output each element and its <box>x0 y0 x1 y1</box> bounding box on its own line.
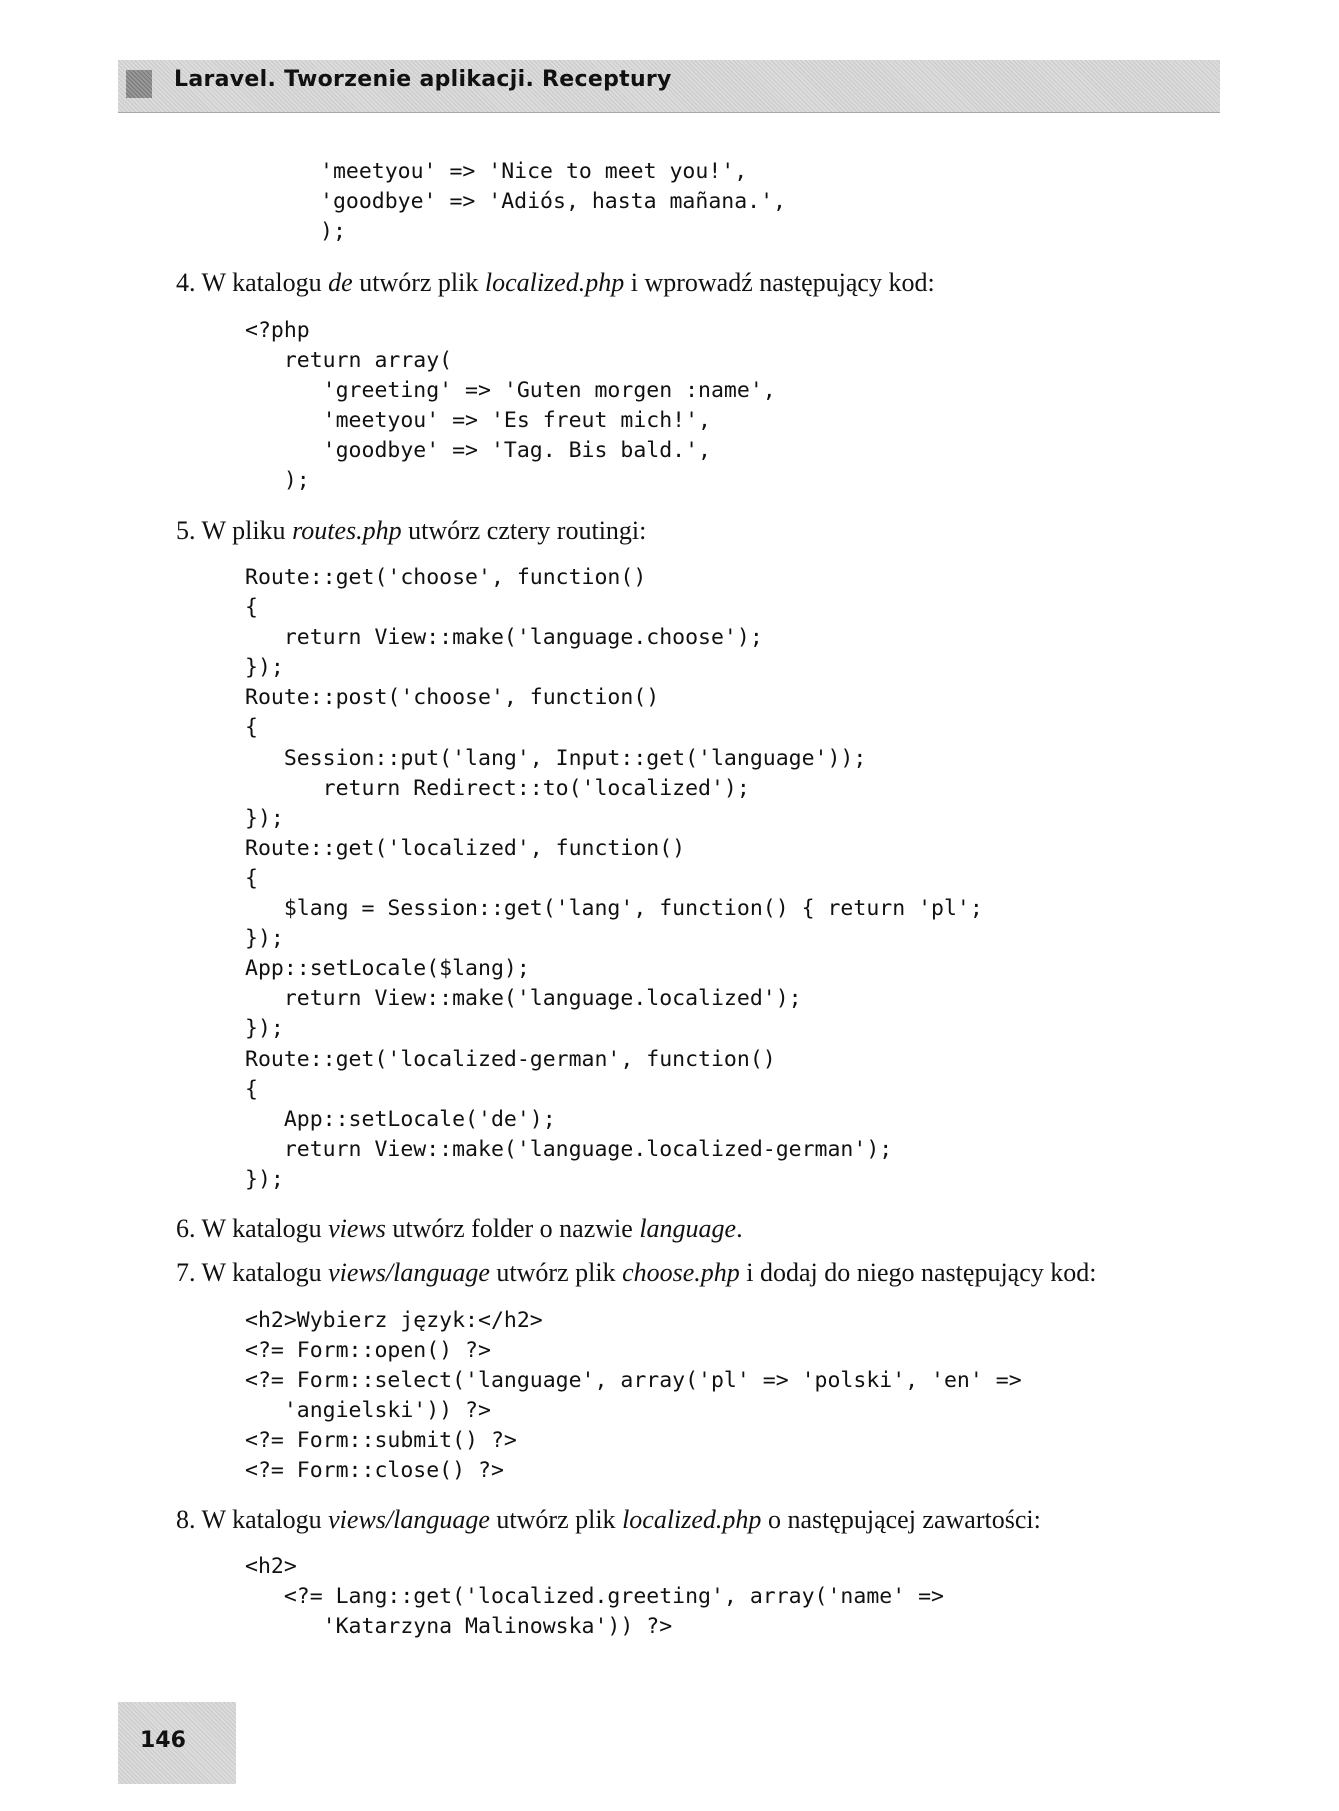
step-5-text-post: utwórz cztery routingi: <box>401 516 647 545</box>
step-4-text-pre: W katalogu <box>201 268 329 297</box>
step-6 <box>176 1214 743 1244</box>
step-8-text-pre: W katalogu <box>201 1505 329 1534</box>
step-7 <box>176 1258 1096 1288</box>
step-7-em-file: choose.php <box>622 1258 740 1287</box>
step-4-em-file: localized.php <box>484 268 625 297</box>
page-number: 146 <box>140 1728 186 1753</box>
header-marker <box>126 70 152 98</box>
step-6-text-post: . <box>736 1214 743 1243</box>
running-header <box>118 60 1220 113</box>
step-4-number: 4. <box>176 268 196 297</box>
page-number-box <box>118 1702 236 1784</box>
step-5-number: 5. <box>176 516 196 545</box>
step-4 <box>176 268 935 298</box>
step-4-em-dir: de <box>328 268 353 297</box>
step-4-text-mid: utwórz plik <box>352 268 485 297</box>
step-7-text-post: i dodaj do niego następujący kod: <box>739 1258 1097 1287</box>
step-6-number: 6. <box>176 1214 196 1243</box>
step-8-number: 8. <box>176 1505 196 1534</box>
step-5 <box>176 516 646 546</box>
step-5-text-pre: W pliku <box>201 516 293 545</box>
step-5-em-file: routes.php <box>292 516 402 545</box>
header-title: Laravel. Tworzenie aplikacji. Receptury <box>174 67 672 92</box>
step-8 <box>176 1505 1041 1535</box>
step-8-text-mid: utwórz plik <box>489 1505 623 1534</box>
step-8-em-dir: views/language <box>328 1505 490 1534</box>
step-6-text-mid: utwórz folder o nazwie <box>385 1214 640 1243</box>
code-block-choose: <h2>Wybierz język:</h2> <?= Form::open() ?> <?= Form::select('language', array('pl' => 'polski', 'en' => 'angielski')) ?> <?= Form::submit() ?> <?= Form::close() ?> <box>245 1308 1022 1484</box>
step-8-text-post: o następującej zawartości: <box>761 1505 1041 1534</box>
code-block-localized-view: <h2> <?= Lang::get('localized.greeting', array('name' => 'Katarzyna Malinowska')) ?> <box>245 1554 944 1640</box>
step-7-number: 7. <box>176 1258 196 1287</box>
step-7-text-pre: W katalogu <box>201 1258 329 1287</box>
step-8-em-file: localized.php <box>622 1505 762 1534</box>
code-block-de-localized: <?php return array( 'greeting' => 'Guten morgen :name', 'meetyou' => 'Es freut mich!', 'goodbye' => 'Tag. Bis bald.', ); <box>245 318 776 494</box>
step-4-text-post: i wprowadź następujący kod: <box>624 268 935 297</box>
step-7-em-dir: views/language <box>328 1258 490 1287</box>
code-block-routes: Route::get('choose', function() { return View::make('language.choose'); }); Route::post('choose', function() { Session::put('lang', Input::get('language')); return Redirect::to('localized'); }); Route::get('localized', function() { $lang = Session::get('lang', function() { return 'pl'; }); App::setLocale($lang); return View::make('language.localized'); }); Route::get('localized-german', function() { App::setLocale('de'); return View::make('language.localized-german'); }); <box>245 565 983 1192</box>
step-6-text-pre: W katalogu <box>201 1214 329 1243</box>
step-7-text-mid: utwórz plik <box>489 1258 623 1287</box>
step-6-em-dir: views <box>328 1214 386 1243</box>
step-6-em-folder: language <box>639 1214 737 1243</box>
code-block-continued: 'meetyou' => 'Nice to meet you!', 'goodbye' => 'Adiós, hasta mañana.', ); <box>320 159 786 245</box>
